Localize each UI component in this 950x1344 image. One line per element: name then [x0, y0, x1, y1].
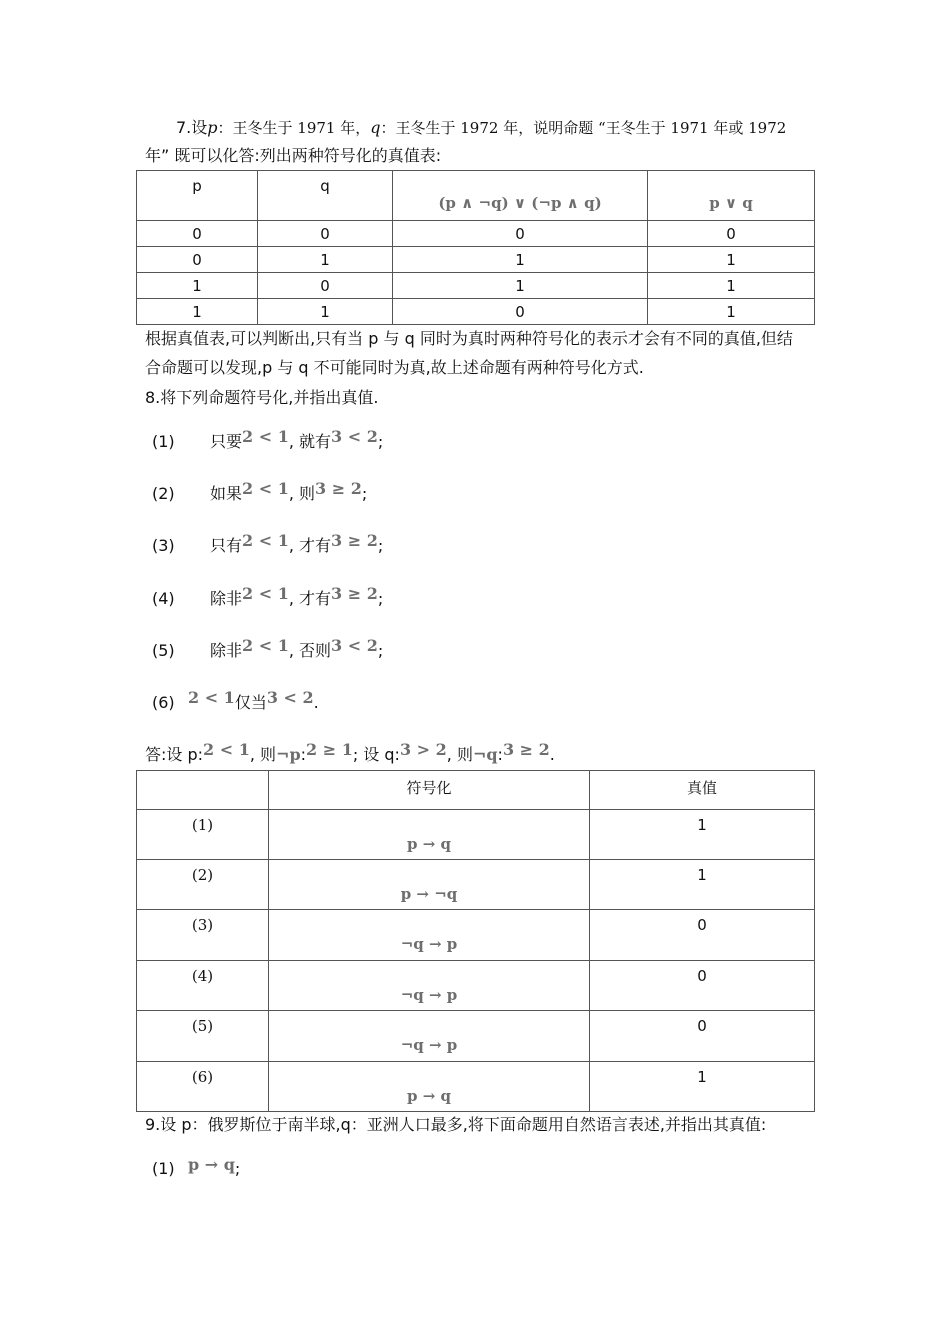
q7-conclusion-line2: 合命题可以发现,p 与 q 不可能同时为真,故上述命题有两种符号化方式.: [145, 358, 644, 377]
q8-row-truth: 1: [590, 810, 815, 860]
q8-answer-math: 2 < 1: [203, 740, 250, 759]
q8-row-formula-text: p → ¬q: [400, 884, 458, 903]
q8-item-end: .: [313, 693, 319, 712]
q7-conclusion-line1: 根据真值表,可以判断出,只有当 p 与 q 同时为真时两种符号化的表示才会有不同的真值,但结: [145, 329, 793, 348]
q9-item-formula: p → q: [188, 1155, 235, 1174]
q7-header-p: p: [137, 171, 258, 221]
q8-item-2: [152, 479, 368, 505]
q8-item-end: ;: [377, 536, 384, 555]
q8-item-end: ;: [377, 589, 384, 608]
q7-cell: 1: [258, 247, 393, 273]
q7-cell: 1: [137, 273, 258, 299]
q8-item-text: , 才有: [288, 536, 332, 555]
q8-item-end: ;: [377, 641, 384, 660]
q8-row-formula: [269, 910, 590, 961]
q8-item-end: ;: [377, 432, 384, 451]
q8-answer-text: :: [497, 745, 503, 764]
q8-row-formula: [269, 961, 590, 1011]
q8-row-formula: [269, 860, 590, 910]
q8-row-formula: [269, 1011, 590, 1062]
q8-item-text: , 就有: [288, 432, 332, 451]
q8-item-1: [152, 427, 384, 453]
q8-row-truth: 0: [590, 910, 815, 961]
q7-cell: 0: [393, 221, 648, 247]
q8-item-6: [152, 688, 319, 714]
q7-var-q: q: [370, 118, 381, 137]
q8-item-4: [152, 584, 384, 610]
q8-item-text: , 则: [288, 484, 316, 503]
q7-cell: 0: [137, 221, 258, 247]
q8-item-text: 除非: [210, 589, 243, 608]
q8-header-truth: 真值: [590, 771, 815, 810]
q7-cell: 0: [137, 247, 258, 273]
q8-item-3: [152, 531, 384, 557]
q7-cell: 1: [648, 299, 815, 325]
q7-cell: 0: [393, 299, 648, 325]
q7-header-or: [648, 171, 815, 221]
q8-answer-text: ; 设 q:: [352, 745, 400, 764]
q8-item-num: (3): [152, 536, 175, 555]
q8-row-num: (4): [137, 961, 269, 1011]
q7-cell: 1: [393, 273, 648, 299]
q7-header-or-formula: p ∨ q: [709, 193, 753, 212]
q8-item-math: 2 < 1: [242, 479, 289, 498]
q7-line1: [176, 117, 786, 139]
q8-item-num: (2): [152, 484, 175, 503]
q8-item-text: , 才有: [288, 589, 332, 608]
q8-row-formula-text: p → q: [407, 1086, 451, 1105]
q8-item-text: 仅当: [234, 693, 267, 712]
q7-line2: 年” 既可以化答:列出两种符号化的真值表:: [145, 146, 442, 165]
q8-item-math: 3 < 2: [331, 427, 378, 446]
q8-item-math: 2 < 1: [242, 584, 289, 603]
q7-cell: 1: [393, 247, 648, 273]
q8-row-formula: [269, 1062, 590, 1112]
q8-answer-text: :: [300, 745, 307, 764]
q8-item-math: 3 ≥ 2: [315, 479, 362, 498]
q8-row-truth: 0: [590, 1011, 815, 1062]
q7-cell: 0: [648, 221, 815, 247]
q8-header-empty: [137, 771, 269, 810]
q8-item-math: 2 < 1: [242, 427, 289, 446]
q8-title: 8.将下列命题符号化,并指出真值.: [145, 388, 379, 407]
q9-item-1: [152, 1155, 241, 1180]
q8-item-math: 3 < 2: [266, 688, 314, 707]
q7-cell: 1: [137, 299, 258, 325]
q8-row-truth: 1: [590, 1062, 815, 1112]
q7-line1-a: 7.设: [176, 118, 208, 137]
q8-item-math: 2 < 1: [242, 531, 289, 550]
q9-item-num: (1): [152, 1159, 175, 1178]
q7-cell: 1: [258, 299, 393, 325]
q8-item-math: 3 < 2: [331, 636, 378, 655]
q7-cell: 0: [258, 221, 393, 247]
q8-row-formula-text: p → q: [407, 834, 451, 853]
q8-answer-math: 3 > 2: [399, 740, 447, 759]
q9-item-end: ;: [234, 1159, 241, 1178]
q8-answer-text: 答:设 p:: [145, 745, 204, 764]
q7-line1-c: ：王冬生于 1972 年，说明命题 “王冬生于 1971 年或 1972: [380, 119, 787, 137]
q8-item-num: (1): [152, 432, 175, 451]
q8-row-num: (6): [137, 1062, 269, 1112]
q8-symbol-table: [136, 770, 815, 1112]
q7-var-p: p: [207, 118, 218, 137]
q8-row-formula-text: ¬q → p: [400, 985, 458, 1004]
q8-item-text: 只要: [210, 432, 243, 451]
q8-item-num: (6): [152, 693, 175, 712]
q8-row-truth: 0: [590, 961, 815, 1011]
q8-item-num: (5): [152, 641, 175, 660]
q8-row-formula: [269, 810, 590, 860]
q8-item-text: , 否则: [288, 641, 332, 660]
q8-item-5: [152, 636, 384, 662]
q7-cell: 1: [648, 273, 815, 299]
q8-item-text: 如果: [210, 484, 243, 503]
q8-header-symbol: 符号化: [269, 771, 590, 810]
q8-answer-text: , 则: [249, 745, 277, 764]
q7-line1-b: ：王冬生于 1971 年，: [217, 119, 371, 137]
q7-header-expr-formula: (p ∧ ¬q) ∨ (¬p ∧ q): [438, 193, 602, 212]
q8-answer-math: 3 ≥ 2: [502, 740, 550, 759]
q7-cell: 1: [648, 247, 815, 273]
q7-header-expr: [393, 171, 648, 221]
q8-row-num: (5): [137, 1011, 269, 1062]
q8-item-text: 除非: [210, 641, 243, 660]
q8-answer-text: .: [549, 745, 555, 764]
q8-item-math: 3 ≥ 2: [331, 584, 378, 603]
q8-row-num: (1): [137, 810, 269, 860]
q7-truth-table: [136, 170, 815, 325]
q8-answer-math: ¬q: [472, 745, 498, 764]
q8-row-formula-text: ¬q → p: [400, 935, 458, 953]
q8-row-formula-text: ¬q → p: [400, 1036, 458, 1054]
q8-item-end: ;: [361, 484, 368, 503]
q8-item-text: 只有: [210, 536, 243, 555]
q8-item-math: 2 < 1: [242, 636, 289, 655]
q9-title: 9.设 p：俄罗斯位于南半球,q：亚洲人口最多,将下面命题用自然语言表述,并指出其真值:: [145, 1115, 767, 1134]
q8-answer: [145, 740, 555, 766]
q8-answer-math: ¬p: [276, 745, 301, 764]
q8-item-math: 3 ≥ 2: [331, 531, 378, 550]
q8-row-num: (2): [137, 860, 269, 910]
q8-answer-math: 2 ≥ 1: [306, 740, 353, 759]
q8-row-truth: 1: [590, 860, 815, 910]
q8-item-num: (4): [152, 589, 175, 608]
q8-item-math: 2 < 1: [188, 688, 235, 707]
q8-row-num: (3): [137, 910, 269, 961]
q7-header-q: q: [258, 171, 393, 221]
q7-cell: 0: [258, 273, 393, 299]
q8-answer-text: , 则: [446, 745, 473, 764]
